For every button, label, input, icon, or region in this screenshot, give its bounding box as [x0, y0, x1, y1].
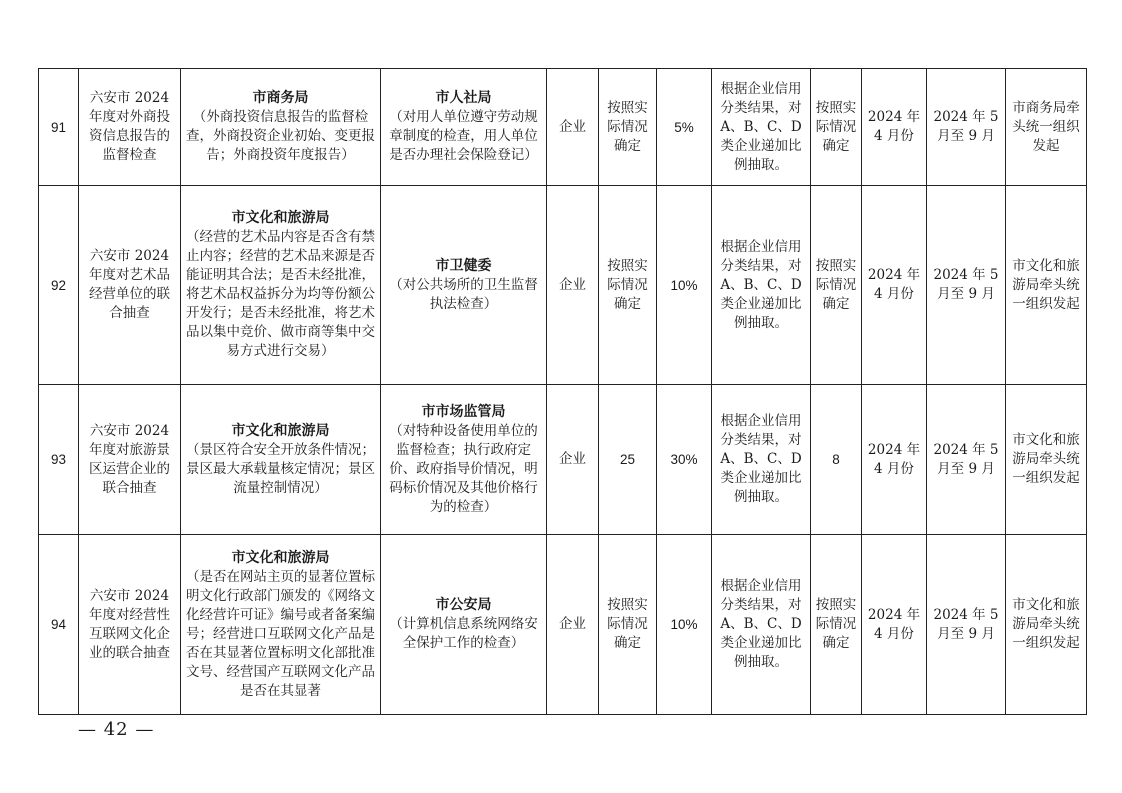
- cooperating-department-items: （对用人单位遵守劳动规章制度的检查，用人单位是否办理社会保险登记）: [389, 109, 538, 163]
- row-number: 91: [39, 69, 79, 186]
- cooperating-department: 市卫健委: [435, 257, 492, 274]
- table-row: [39, 186, 1087, 385]
- lead-department-cell: [181, 69, 381, 186]
- lead-department: 市商务局: [252, 90, 309, 106]
- inspector-count: 按照实际情况确定: [811, 69, 862, 186]
- lead-department: 市文化和旅游局: [231, 422, 330, 439]
- sampling-ratio: 10%: [657, 186, 712, 385]
- task-name: 六安市 2024 年度对旅游景区运营企业的联合抽查: [79, 385, 181, 535]
- row-number: 94: [39, 535, 79, 715]
- table-row: [39, 535, 1087, 715]
- remark: 市文化和旅游局牵头统一组织发起: [1006, 186, 1087, 385]
- sampling-method: 根据企业信用分类结果，对 A、B、C、D 类企业递加比例抽取。: [712, 535, 811, 715]
- inspection-plan-table: [38, 68, 1087, 715]
- execution-time: 2024 年 5 月至 9 月: [927, 535, 1006, 715]
- execution-time: 2024 年 5 月至 9 月: [927, 186, 1006, 385]
- task-name: 六安市 2024 年度对艺术品经营单位的联合抽查: [79, 186, 181, 385]
- cooperating-department: 市市场监管局: [421, 403, 506, 420]
- cooperating-department: 市人社局: [435, 90, 492, 106]
- object-count: 按照实际情况确定: [599, 535, 657, 715]
- object-count: 25: [599, 385, 657, 535]
- cooperating-department-cell: [381, 385, 547, 535]
- execution-time: 2024 年 5 月至 9 月: [927, 69, 1006, 186]
- execution-time: 2024 年 5 月至 9 月: [927, 385, 1006, 535]
- plan-time: 2024 年 4 月份: [862, 385, 927, 535]
- cooperating-department-items: （计算机信息系统网络安全保护工作的检查）: [389, 616, 538, 651]
- object-type: 企业: [547, 535, 599, 715]
- sampling-method: 根据企业信用分类结果，对 A、B、C、D 类企业递加比例抽取。: [712, 186, 811, 385]
- cooperating-department-items: （对公共场所的卫生监督执法检查）: [389, 276, 538, 312]
- inspector-count: 按照实际情况确定: [811, 186, 862, 385]
- page-number: — 42 —: [78, 719, 155, 740]
- remark: 市文化和旅游局牵头统一组织发起: [1006, 385, 1087, 535]
- object-count: 按照实际情况确定: [599, 186, 657, 385]
- object-type: 企业: [547, 385, 599, 535]
- inspector-count: 按照实际情况确定: [811, 535, 862, 715]
- cooperating-department: 市公安局: [435, 597, 492, 613]
- lead-department-cell: [181, 535, 381, 715]
- object-count: 按照实际情况确定: [599, 69, 657, 186]
- task-name: 六安市 2024 年度对经营性互联网文化企业的联合抽查: [79, 535, 181, 715]
- lead-department-items: （外商投资信息报告的监督检查，外商投资企业初始、变更报告；外商投资年度报告）: [186, 109, 375, 163]
- cooperating-department-cell: [381, 69, 547, 186]
- task-name: 六安市 2024 年度对外商投资信息报告的监督检查: [79, 69, 181, 186]
- plan-time: 2024 年 4 月份: [862, 69, 927, 186]
- sampling-ratio: 5%: [657, 69, 712, 186]
- plan-time: 2024 年 4 月份: [862, 535, 927, 715]
- lead-department-cell: [181, 385, 381, 535]
- object-type: 企业: [547, 186, 599, 385]
- remark: 市商务局牵头统一组织发起: [1006, 69, 1087, 186]
- sampling-ratio: 30%: [657, 385, 712, 535]
- table-row: [39, 385, 1087, 535]
- lead-department-items: （景区符合安全开放条件情况；景区最大承载量核定情况；景区流量控制情况）: [186, 441, 375, 496]
- row-number: 92: [39, 186, 79, 385]
- sampling-method: 根据企业信用分类结果，对 A、B、C、D 类企业递加比例抽取。: [712, 385, 811, 535]
- object-type: 企业: [547, 69, 599, 186]
- row-number: 93: [39, 385, 79, 535]
- cooperating-department-cell: [381, 535, 547, 715]
- sampling-ratio: 10%: [657, 535, 712, 715]
- lead-department-cell: [181, 186, 381, 385]
- cooperating-department-items: （对特种设备使用单位的监督检查；执行政府定价、政府指导价情况，明码标价情况及其他价格行为的检查）: [389, 422, 538, 515]
- plan-time: 2024 年 4 月份: [862, 186, 927, 385]
- inspector-count: 8: [811, 385, 862, 535]
- table-row: [39, 69, 1087, 186]
- cooperating-department-cell: [381, 186, 547, 385]
- lead-department-items: （是否在网站主页的显著位置标明文化行政部门颁发的《网络文化经营许可证》编号或者备案编号；经营进口互联网文化产品是否在其显著位置标明文化部批准文号、经营国产互联网文化产品是否在其显著: [186, 568, 375, 699]
- sampling-method: 根据企业信用分类结果，对 A、B、C、D 类企业递加比例抽取。: [712, 69, 811, 186]
- lead-department: 市文化和旅游局: [231, 549, 330, 566]
- lead-department-items: （经营的艺术品内容是否含有禁止内容；经营的艺术品来源是否能证明其合法；是否未经批准，将艺术品权益拆分为均等份额公开发行；是否未经批准，将艺术品以集中竞价、做市商等集中交易方式进行交易）: [186, 229, 375, 359]
- lead-department: 市文化和旅游局: [231, 210, 330, 226]
- remark: 市文化和旅游局牵头统一组织发起: [1006, 535, 1087, 715]
